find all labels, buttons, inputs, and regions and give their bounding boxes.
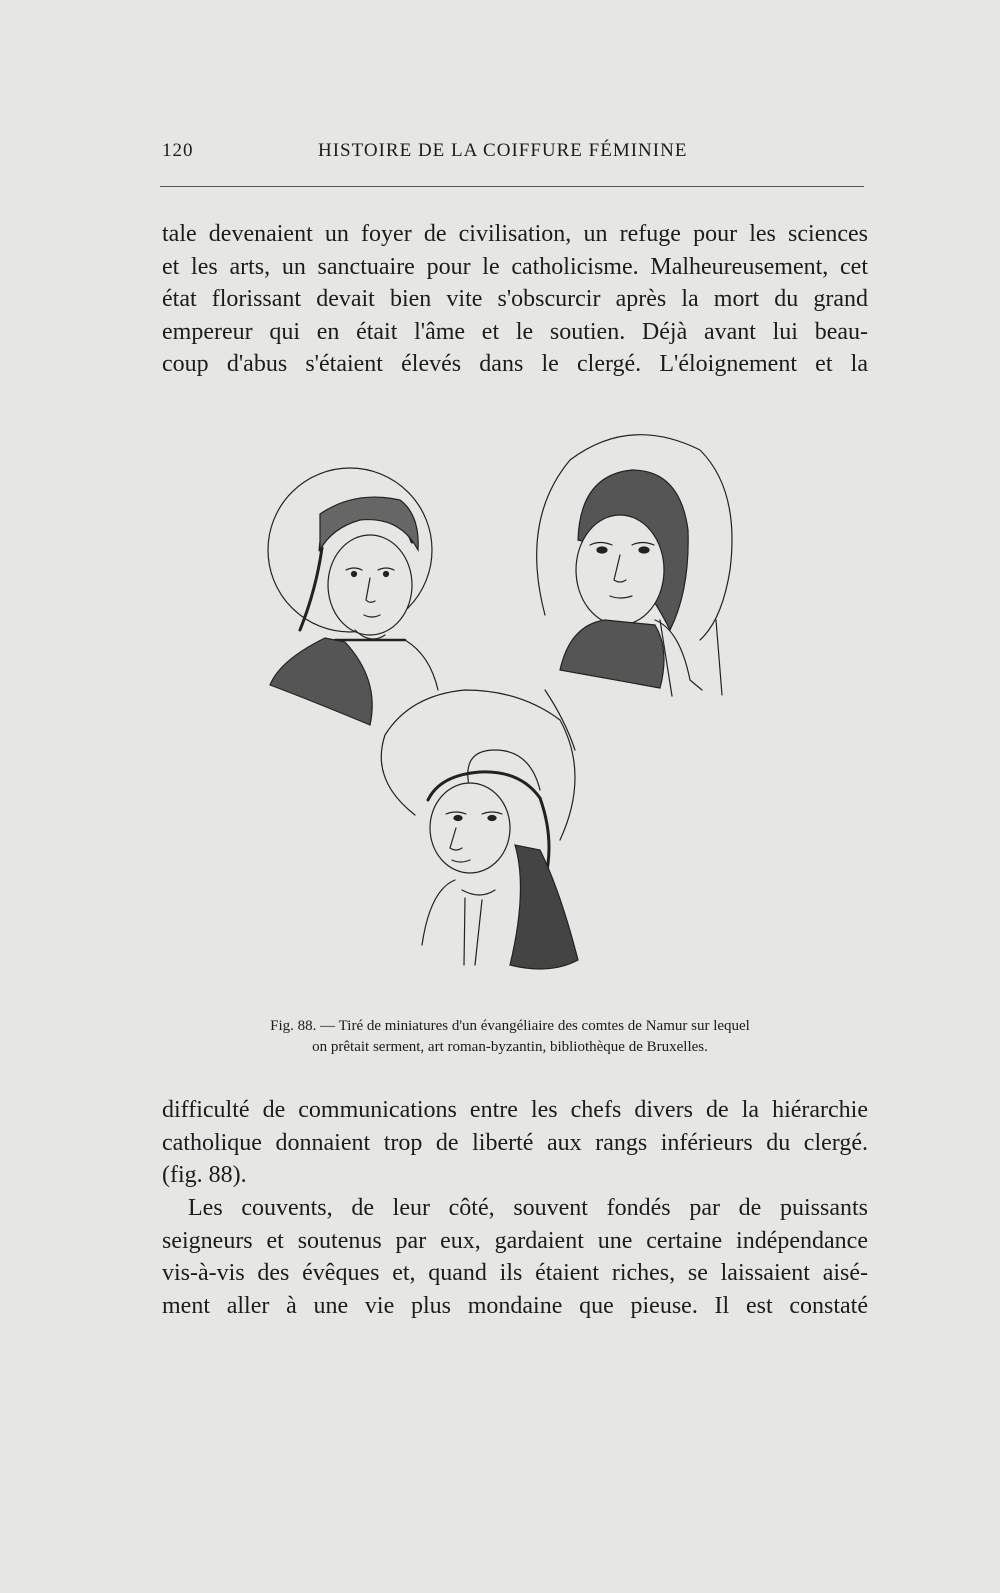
text-line: (fig. 88).: [162, 1162, 247, 1188]
paragraph-continued: [162, 218, 868, 381]
paragraph: [162, 1094, 868, 1192]
figure-illustration: [260, 420, 760, 990]
text-line: seigneurs et soutenus par eux, gardaient une certaine indépendance: [162, 1227, 868, 1254]
page-number: 120: [162, 140, 194, 161]
text-line: et les arts, un sanctuaire pour le catholicisme. Malheureusement, cet: [162, 253, 868, 280]
text-line: ment aller à une vie plus mondaine que pieuse. Il est constaté: [162, 1292, 868, 1319]
portrait-bottom: [381, 690, 578, 969]
caption-line: on prêtait serment, art roman-byzantin, bibliothèque de Bruxelles.: [312, 1039, 708, 1055]
portrait-right: [537, 435, 732, 696]
text-line: vis-à-vis des évêques et, quand ils étaient riches, se laissaient aisé-: [162, 1260, 868, 1286]
text-line: coup d'abus s'étaient élevés dans le clergé. L'éloignement et la: [162, 351, 868, 377]
text-line: état florissant devait bien vite s'obscurcir après la mort du grand: [162, 286, 868, 312]
text-line: difficulté de communications entre les chefs divers de la hiérarchie: [162, 1097, 868, 1123]
portrait-left: [268, 468, 438, 725]
running-title: HISTOIRE DE LA COIFFURE FÉMININE: [318, 140, 688, 161]
text-line: catholique donnaient trop de liberté aux rangs inférieurs du clergé.: [162, 1129, 868, 1156]
text-line: tale devenaient un foyer de civilisation, un refuge pour les sciences: [162, 221, 868, 247]
text-line: Les couvents, de leur côté, souvent fondés par de puissants: [188, 1195, 868, 1221]
figure-caption: [190, 1016, 830, 1058]
header-rule: [160, 186, 864, 187]
text-line: empereur qui en était l'âme et le soutien. Déjà avant lui beau-: [162, 318, 868, 345]
caption-line: Fig. 88. — Tiré de miniatures d'un évangéliaire des comtes de Namur sur lequel: [270, 1018, 750, 1034]
paragraph: [162, 1192, 868, 1322]
